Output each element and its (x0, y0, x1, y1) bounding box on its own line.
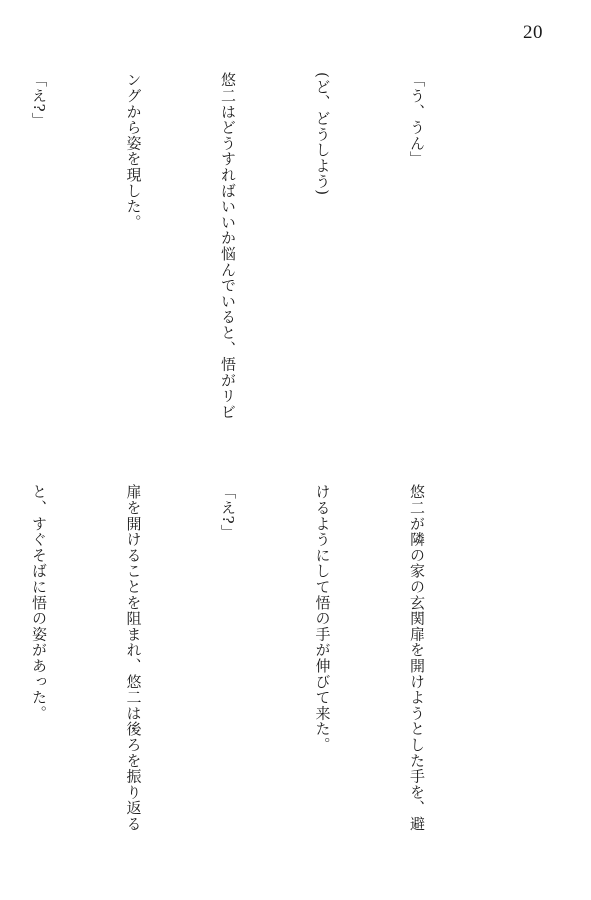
text-block-top (30, 72, 495, 444)
text-line: ングから姿を現した。 (124, 72, 143, 230)
text-line: 悠二はどうすればいいか悩んでいると、悟がリビ (219, 72, 237, 420)
text-line: 「う、うん」 (408, 72, 426, 167)
text-line: けるようにして悟の手が伸びて来た。 (313, 484, 332, 753)
text-line: 悠二が隣の家の玄関扉を開けようとした手を、避 (408, 484, 426, 832)
text-block-bottom (30, 484, 495, 884)
text-line: と、すぐそばに悟の姿があった。 (30, 484, 48, 721)
page-number: 20 (523, 22, 543, 43)
text-line: 扉を開けることを阻まれ、悠二は後ろを振り返る (124, 484, 143, 832)
text-line: 「え?」 (30, 72, 48, 129)
text-line: (ど、どうしよう) (313, 72, 332, 196)
text-line: 「え?」 (219, 484, 237, 541)
